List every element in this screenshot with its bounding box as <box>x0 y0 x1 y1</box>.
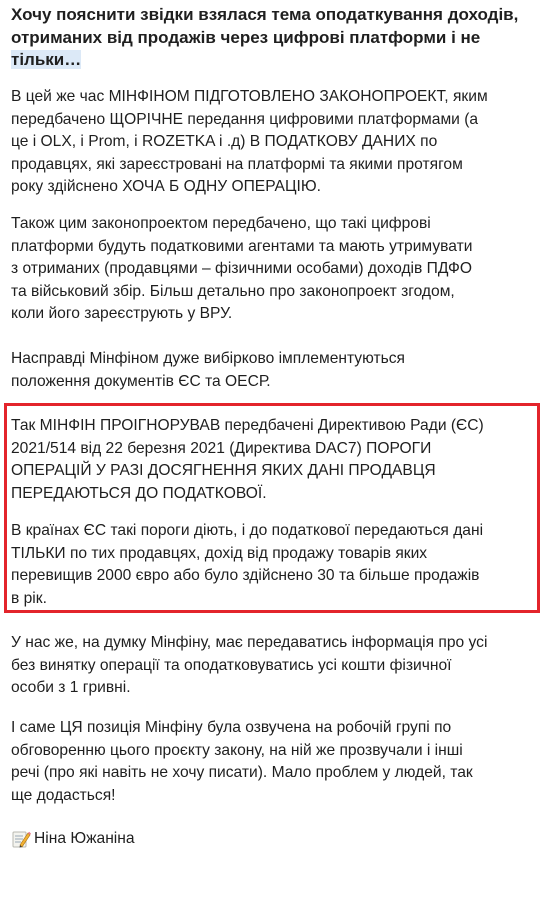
paragraph-working-group <box>11 717 531 807</box>
text-line: 2021/514 від 22 березня 2021 (Директива DAC7) ПОРОГИ <box>11 439 432 457</box>
text-line: особи з 1 гривні. <box>11 679 131 697</box>
text-line: ТІЛЬКИ по тих продавцях, дохід від продажу товарів яких <box>11 544 428 562</box>
text-line: речі (про які навіть не хочу писати). Мало проблем у людей, так <box>11 764 473 782</box>
text-line: ОПЕРАЦІЙ У РАЗІ ДОСЯГНЕННЯ ЯКИХ ДАНІ ПРОДАВЦЯ <box>11 462 436 480</box>
text-line: В цей же час МІНФІНОМ ПІДГОТОВЛЕНО ЗАКОНОПРОЕКТ, яким <box>11 88 488 105</box>
text-line: положення документів ЄС та ОЕСР. <box>11 372 271 390</box>
post-title <box>11 4 543 72</box>
text-line: продавцях, які зареєстровані на платформі та якими протягом <box>11 155 463 173</box>
text-line: з отриманих (продавцями – фізичними особами) доходів ПДФО <box>11 260 473 278</box>
text-line: Також цим законопроектом передбачено, що такі цифрові <box>11 215 431 232</box>
author-name: Ніна Южаніна <box>34 830 135 847</box>
text-line: без винятку операції та оподатковуватись усі кошти фізичної <box>11 656 452 674</box>
author-signature <box>11 828 135 850</box>
text-line: коли його зареєструють у ВРУ. <box>11 305 233 323</box>
post-body <box>11 0 543 847</box>
text-line: це і OLX, і Prom, і ROZETKA і .д) В ПОДАТКОВУ ДАНИХ по <box>11 133 438 151</box>
text-line: перевищив 2000 євро або було здійснено 30 та більше продажів <box>11 567 480 585</box>
text-line: Так МІНФІН ПРОІГНОРУВАВ передбачені Директивою Ради (ЄС) <box>11 417 484 434</box>
text-line: ПЕРЕДАЮТЬСЯ ДО ПОДАТКОВОЇ. <box>11 484 267 502</box>
paragraph-eu-thresholds <box>11 520 531 610</box>
post-title-line: Хочу пояснити звідки взялася тема оподаткування доходів, <box>11 5 519 24</box>
text-line: В країнах ЄС такі пороги діють, і до податкової передаються дані <box>11 522 484 539</box>
text-line: передбачено ЩОРІЧНЕ передання цифровими платформами (а <box>11 110 479 128</box>
text-line: та військовий збір. Більш детально про законопроект згодом, <box>11 282 455 300</box>
paragraph-law-draft <box>11 86 531 199</box>
paragraph-dac7-thresholds <box>11 415 531 505</box>
text-line: Насправді Мінфіном дуже вибірково імплементуються <box>11 350 405 367</box>
text-line: ще додасться! <box>11 786 116 804</box>
paragraph-tax-agents <box>11 213 531 326</box>
post-title-highlighted-text: тільки… <box>11 50 82 69</box>
text-line: У нас же, на думку Мінфіну, має передаватись інформація про усі <box>11 634 488 651</box>
post-title-line: отриманих від продажів через цифрові платформи і не <box>11 27 481 47</box>
memo-icon <box>11 829 31 849</box>
text-line: І саме ЦЯ позиція Мінфіну була озвучена на робочій групі по <box>11 719 452 736</box>
text-line: року здійснено ХОЧА Б ОДНУ ОПЕРАЦІЮ. <box>11 178 321 196</box>
post-title-line-wrapper <box>11 49 543 72</box>
text-line: в рік. <box>11 589 47 607</box>
paragraph-selective-implementation <box>11 348 531 393</box>
text-line: платформи будуть податковими агентами та мають утримувати <box>11 237 473 255</box>
text-line: обговоренню цього проєкту закону, на ній же прозвучали і інші <box>11 741 463 759</box>
paragraph-minfin-opinion <box>11 632 531 700</box>
